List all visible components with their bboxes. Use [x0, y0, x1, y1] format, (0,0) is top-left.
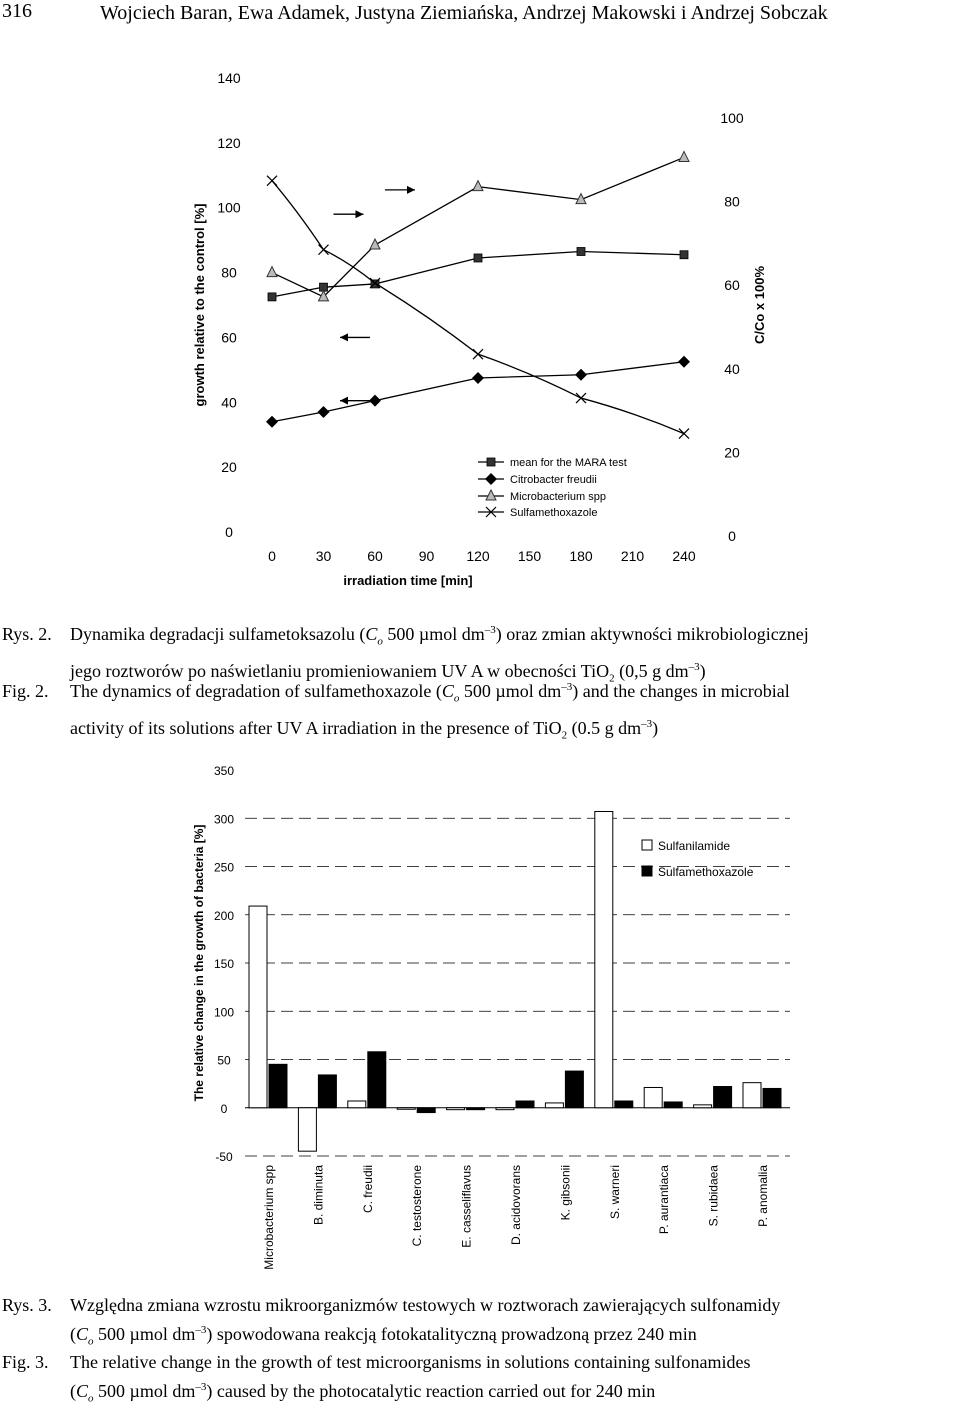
bar-sulfanilamide	[298, 1108, 316, 1151]
triangle-data-point	[370, 239, 380, 249]
x-data-point	[679, 429, 689, 439]
y-tick-label: 80	[221, 264, 237, 281]
x-data-point	[576, 393, 586, 403]
legend-label: Sulfamethoxazole	[658, 865, 754, 879]
figure-2-line-chart	[0, 30, 960, 590]
figure-3-caption-en: Fig. 3. The relative change in the growth of test microorganisms in solutions containing sulfonamides ($C_o$ 500 µmol $dm^{-3}$) caused by the photocatalytic reaction carried out for 240 min	[2, 1352, 751, 1405]
x-data-point	[473, 349, 483, 359]
y-tick-label: 140	[217, 70, 241, 86]
square-data-point	[474, 254, 482, 262]
y2-tick-label: 40	[724, 360, 740, 377]
x-tick-label: 0	[268, 548, 276, 564]
y-tick-label: 0	[220, 1101, 228, 1116]
x-data-point	[267, 176, 277, 186]
legend-swatch	[642, 840, 652, 850]
square-data-point	[680, 251, 688, 259]
y-tick-label: 20	[221, 459, 237, 476]
square-data-point	[577, 247, 585, 255]
bar-sulfamethoxazole	[664, 1102, 682, 1108]
y-tick-label: 100	[217, 199, 241, 216]
bar-sulfanilamide	[249, 906, 267, 1108]
x-data-point	[319, 245, 329, 255]
figure-2-caption-pl: Rys. 2. Dynamika degradacji sulfametoksazolu ($C_o$ 500 µmol $dm^{-3}$) oraz zmian aktywności mikrobiologicznej jego roztworów po naświetlaniu promieniowaniem UV A w obecności TiO$_2$ (0,5 g $dm^{-3}$)	[2, 624, 809, 685]
arrow-head	[356, 210, 364, 218]
x-category-label: E. casseliflavus	[459, 1165, 474, 1248]
y-tick-label: 0	[225, 524, 233, 540]
bar-sulfamethoxazole	[516, 1101, 534, 1108]
y-tick-label: 250	[213, 860, 235, 875]
legend-swatch	[642, 866, 652, 876]
x-category-label: K. gibsonii	[558, 1165, 573, 1221]
y-tick-label: 200	[213, 908, 235, 923]
bar-sulfamethoxazole	[417, 1108, 435, 1113]
arrow-head	[407, 186, 415, 194]
bar-sulfanilamide	[694, 1105, 712, 1108]
bar-sulfanilamide	[743, 1083, 761, 1108]
bar-sulfanilamide	[447, 1108, 465, 1110]
triangle-data-point	[679, 151, 689, 161]
caption-label: Rys. 3.	[2, 1295, 52, 1315]
x-tick-label: 180	[569, 548, 593, 564]
x-tick-label: 120	[466, 548, 490, 564]
x-category-label: P. anomalia	[756, 1165, 770, 1227]
y2-tick-label: 60	[724, 277, 740, 294]
legend-marker-square	[487, 458, 495, 466]
arrow-head	[340, 333, 348, 341]
bar-sulfamethoxazole	[467, 1108, 485, 1110]
y2-axis-label: C/Co x 100%	[752, 265, 767, 345]
x-tick-label: 150	[517, 548, 542, 564]
diamond-data-point	[266, 416, 278, 428]
y-axis-label: The relative change in the growth of bacteria [%]	[192, 824, 206, 1102]
triangle-data-point	[267, 267, 277, 277]
x-tick-label: 210	[620, 548, 645, 564]
legend-label: mean for the MARA test	[510, 457, 627, 469]
y-tick-label: 40	[221, 394, 237, 411]
y-tick-label: 350	[213, 764, 235, 778]
bar-sulfamethoxazole	[368, 1052, 386, 1108]
bar-sulfanilamide	[496, 1108, 514, 1110]
x-category-label: D. acidovorans	[509, 1165, 523, 1246]
y-tick-label: 100	[213, 1005, 235, 1020]
caption-label: Fig. 3.	[2, 1352, 49, 1372]
bar-sulfamethoxazole	[318, 1075, 336, 1108]
square-data-point	[268, 293, 276, 301]
y-tick-label: -50	[215, 1150, 233, 1164]
bar-sulfanilamide	[545, 1103, 563, 1108]
bar-sulfanilamide	[348, 1101, 366, 1108]
triangle-data-point	[473, 181, 483, 191]
y-tick-label: 150	[213, 957, 235, 971]
x-tick-label: 60	[367, 548, 383, 564]
diamond-data-point	[575, 369, 587, 381]
authors-line: Wojciech Baran, Ewa Adamek, Justyna Ziemiańska, Andrzej Makowski i Andrzej Sobczak	[100, 2, 828, 24]
figure-2-caption-en: Fig. 2. The dynamics of degradation of sulfamethoxazole ($C_o$ 500 µmol $dm^{-3}$) and the changes in microbial activity of its solutions after UV A irradiation in the presence of TiO$_2$ (0.5 g $dm^{-3}$)	[2, 681, 790, 742]
bar-sulfamethoxazole	[615, 1101, 633, 1108]
y2-tick-label: 100	[720, 110, 744, 126]
page-number: 316	[2, 0, 32, 22]
x-category-label: C. freudii	[360, 1165, 375, 1214]
arrow-head	[340, 397, 348, 405]
page-header	[0, 0, 960, 30]
legend-marker-diamond	[485, 473, 497, 485]
x-category-label: P. aurantiaca	[657, 1165, 672, 1235]
bar-sulfamethoxazole	[714, 1087, 732, 1108]
legend-label: Sulfanilamide	[658, 839, 731, 853]
x-category-label: S. rubidaea	[706, 1165, 721, 1227]
bar-sulfamethoxazole	[763, 1088, 781, 1107]
legend-label: Microbacterium spp	[510, 491, 606, 503]
x-category-label: S. warneri	[607, 1165, 622, 1220]
x-tick-label: 90	[418, 548, 435, 564]
y-tick-label: 300	[213, 812, 235, 827]
x-tick-label: 240	[672, 548, 696, 564]
diamond-data-point	[472, 372, 484, 384]
legend-label: Citrobacter freudii	[510, 474, 597, 486]
figure-3-bar-chart	[0, 750, 960, 1290]
caption-label: Fig. 2.	[2, 681, 49, 701]
y-tick-label: 50	[217, 1053, 231, 1068]
legend-label: Sulfamethoxazole	[510, 507, 598, 519]
x-axis-label: irradiation time [min]	[343, 573, 473, 588]
y2-tick-label: 0	[728, 528, 736, 544]
series-line	[272, 181, 684, 434]
diamond-data-point	[678, 356, 690, 368]
legend-marker-triangle	[486, 490, 496, 500]
y-tick-label: 60	[221, 329, 237, 346]
x-category-label: C. testosterone	[410, 1165, 425, 1247]
y-axis-label: growth relative to the control [%]	[192, 203, 207, 407]
series-line	[272, 362, 684, 422]
bar-sulfanilamide	[397, 1108, 415, 1110]
bar-sulfamethoxazole	[269, 1064, 287, 1107]
bar-sulfamethoxazole	[565, 1071, 583, 1108]
y2-tick-label: 20	[724, 444, 740, 461]
figure-3-caption-pl: Rys. 3. Względna zmiana wzrostu mikroorganizmów testowych w roztworach zawierających sulfonamidy ($C_o$ 500 µmol $dm^{-3}$) spowodowana reakcją fotokatalityczną prowadzoną przez 240 min	[2, 1295, 781, 1348]
caption-label: Rys. 2.	[2, 624, 52, 644]
bar-sulfanilamide	[644, 1087, 662, 1107]
series-line	[272, 157, 684, 296]
diamond-data-point	[369, 395, 381, 407]
y2-tick-label: 80	[724, 193, 740, 210]
y-tick-label: 120	[217, 134, 241, 151]
x-tick-label: 30	[315, 548, 332, 564]
x-category-label: B. diminuta	[311, 1165, 326, 1226]
bar-sulfanilamide	[595, 811, 613, 1107]
x-category-label: Microbacterium spp	[262, 1165, 276, 1270]
diamond-data-point	[318, 406, 330, 418]
